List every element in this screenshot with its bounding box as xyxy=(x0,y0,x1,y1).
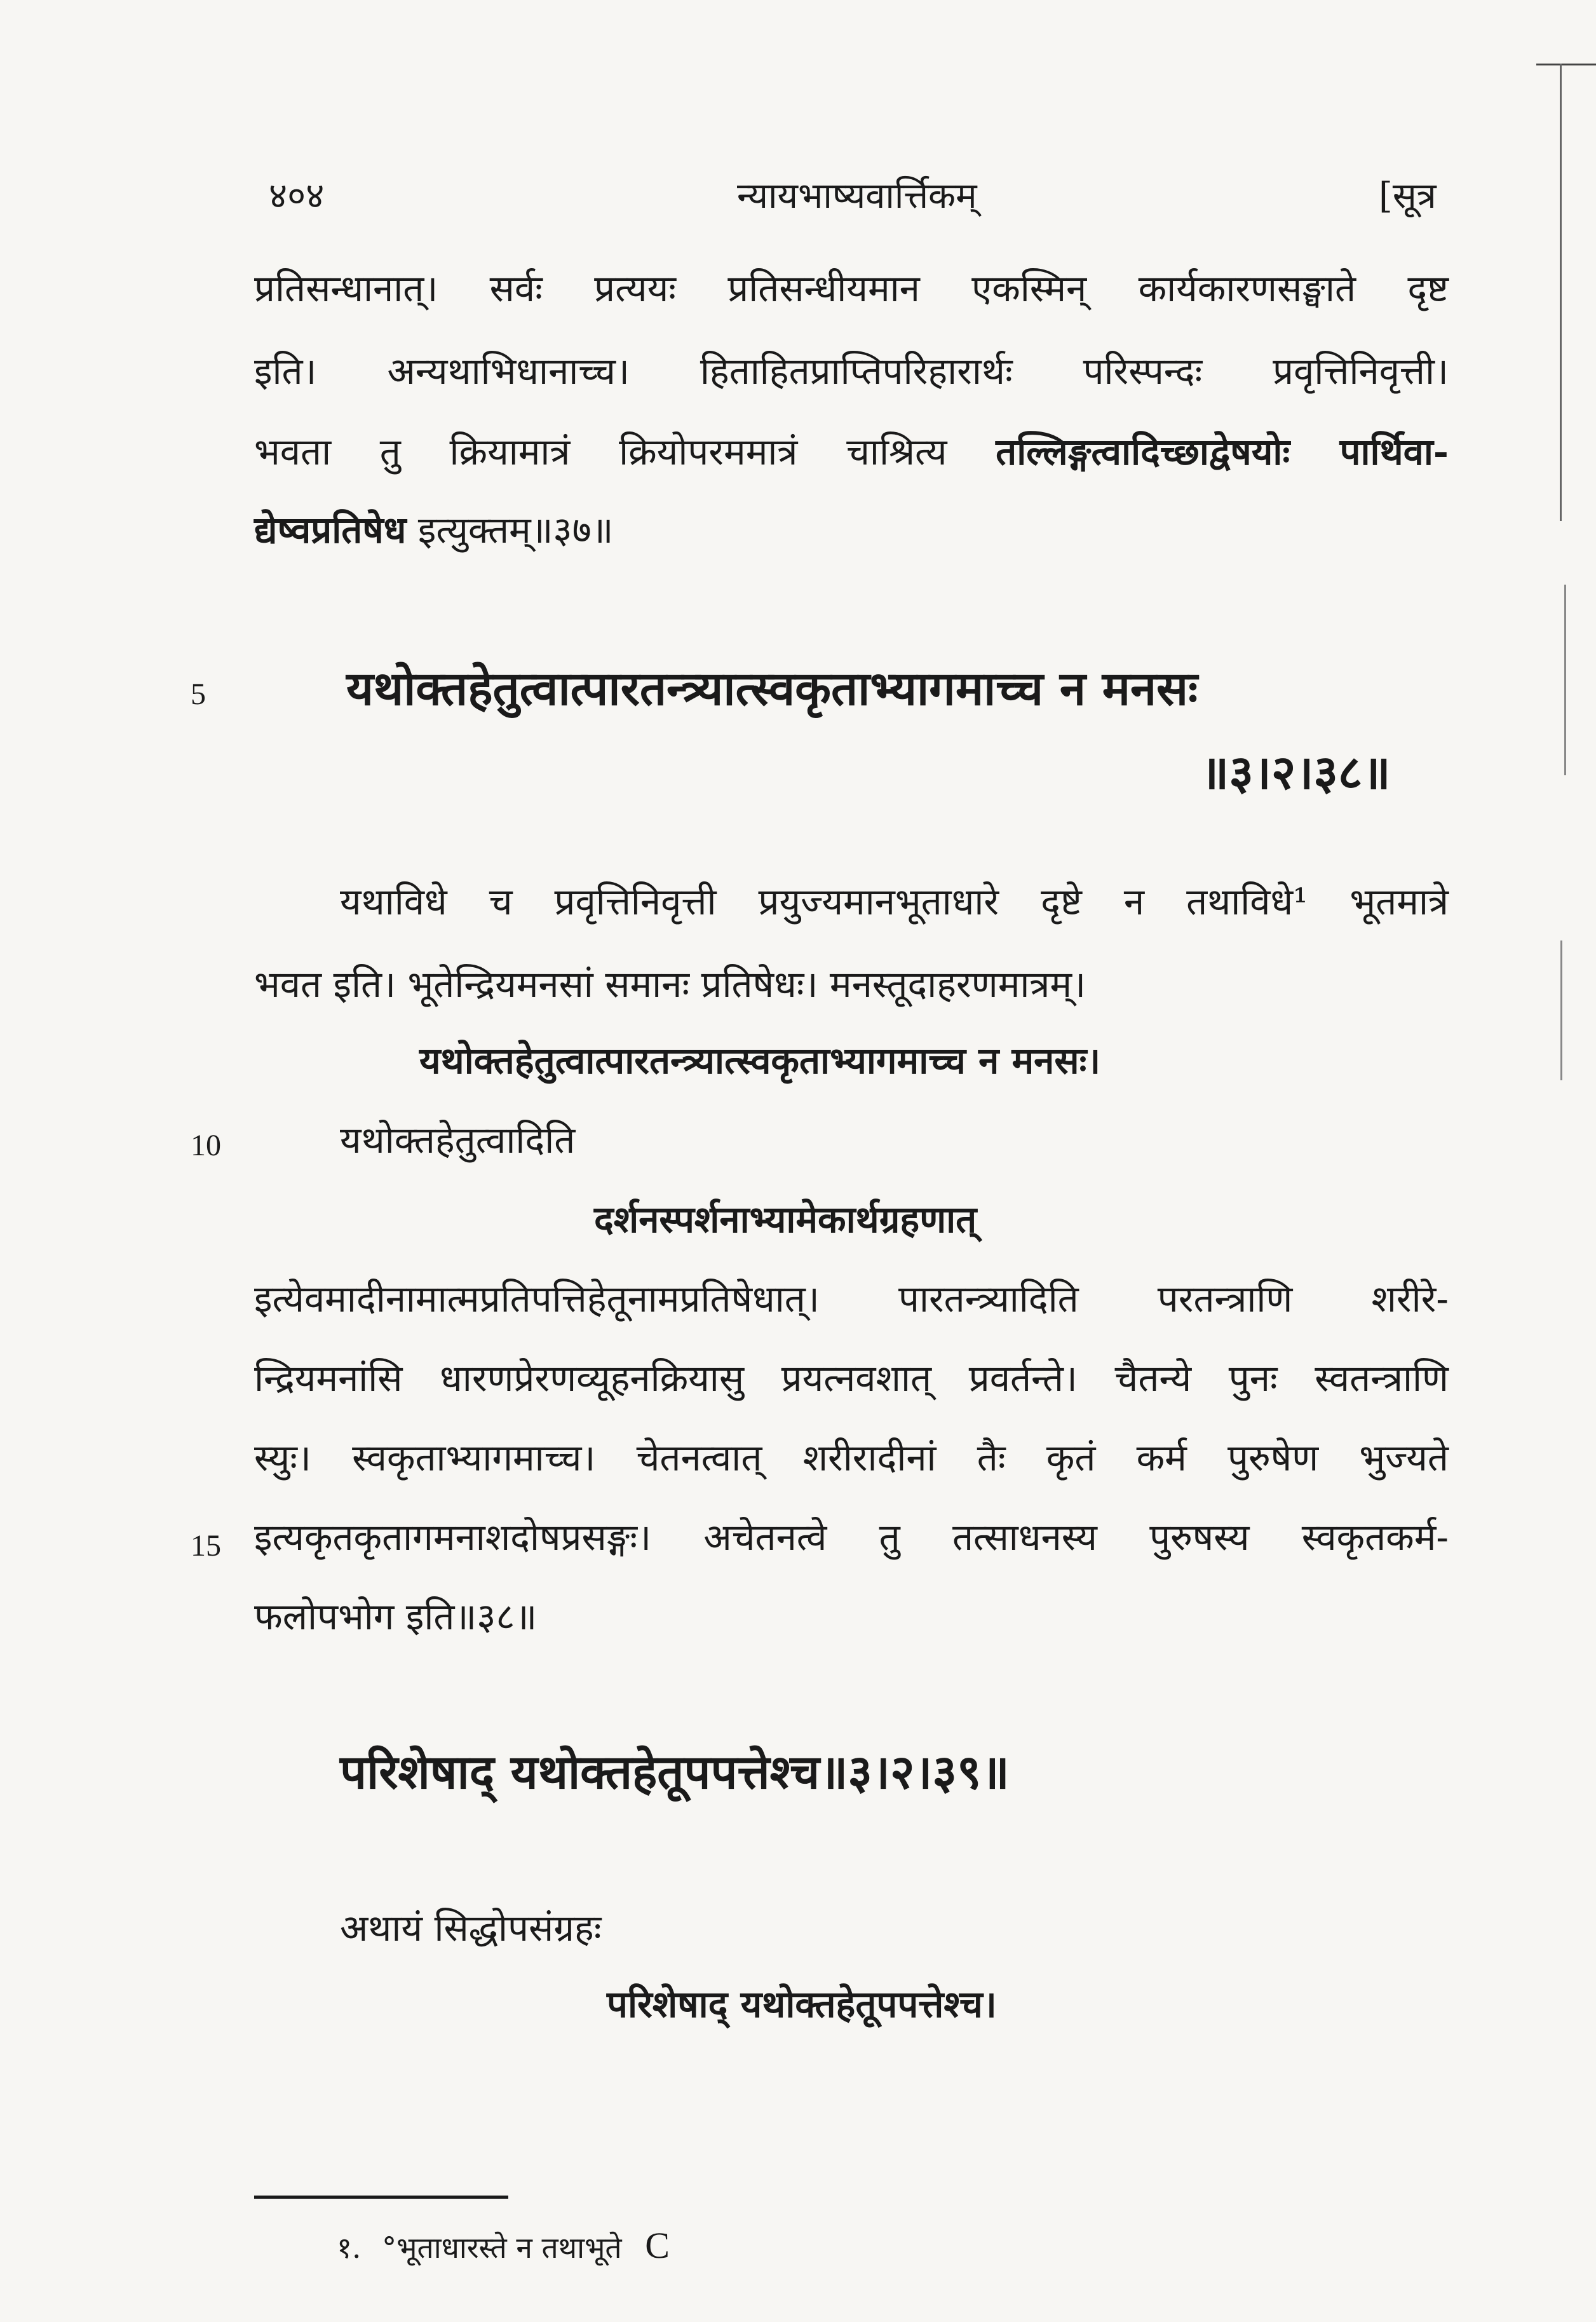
footnote-rule xyxy=(254,2196,508,2199)
text-line xyxy=(254,430,1449,473)
sutra-repeat: यथोक्तहेतुत्वात्पारतन्त्र्यात्स्वकृताभ्यागमाच्च न मनसः। xyxy=(419,1039,1101,1082)
line-number: 5 xyxy=(191,677,206,711)
text-fragment: भवता तु क्रियामात्रं क्रियोपरममात्रं चाश्रित्य xyxy=(254,430,996,473)
line-number: 10 xyxy=(191,1129,221,1162)
edge-mark xyxy=(1564,585,1566,775)
footnote-number: १. xyxy=(337,2230,362,2265)
edge-mark xyxy=(1536,64,1596,65)
text-line: भवत इति। भूतेन्द्रियमनसां समानः प्रतिषेधः। मनस्तूदाहरणमात्रम्। xyxy=(254,963,1086,1006)
section-mark: [सूत्र xyxy=(1379,175,1437,217)
sutra-heading: परिशेषाद् यथोक्तहेतूपपत्तेश्च॥३।२।३९॥ xyxy=(340,1745,1010,1800)
sutra-quote: तल्लिङ्गत्वादिच्छाद्वेषयोः पार्थिवा- xyxy=(996,430,1449,473)
edge-mark xyxy=(1560,940,1562,1080)
quoted-sutra: दर्शनस्पर्शनाभ्यामेकार्थग्रहणात् xyxy=(594,1198,977,1241)
running-title: न्यायभाष्यवार्त्तिकम् xyxy=(737,175,977,217)
sutra-number: ॥३।२।३८॥ xyxy=(1201,745,1391,800)
text-line: इत्येवमादीनामात्मप्रतिपत्तिहेतूनामप्रतिषेधात्। पारतन्त्र्यादिति परतन्त्राणि शरीरे- xyxy=(254,1277,1449,1321)
sutra-heading: यथोक्तहेतुत्वात्पारतन्त्र्यात्स्वकृताभ्यागमाच्च न मनसः xyxy=(346,662,1198,716)
text-line: अथायं सिद्धोपसंग्रहः xyxy=(340,1906,602,1950)
text-line: यथोक्तहेतुत्वादिति xyxy=(340,1118,576,1162)
text-line: इत्यकृतकृतागमनाशदोषप्रसङ्गः। अचेतनत्वे तु तत्साधनस्य पुरुषस्य स्वकृतकर्म- xyxy=(254,1516,1449,1559)
text-line: न्द्रियमनांसि धारणप्रेरणव्यूहनक्रियासु प्रयत्नवशात् प्रवर्तन्ते। चैतन्ये पुनः स्वतन्त्राणि xyxy=(254,1357,1449,1400)
page-number: ४०४ xyxy=(269,175,325,217)
line-number: 15 xyxy=(191,1529,221,1563)
text-line xyxy=(254,508,614,552)
text-line: फलोपभोग इति॥३८॥ xyxy=(254,1595,538,1638)
footnote xyxy=(337,2224,670,2267)
text-line: स्युः। स्वकृताभ्यागमाच्च। चेतनत्वात् शरीरादीनां तैः कृतं कर्म पुरुषेण भुज्यते xyxy=(254,1436,1449,1479)
footnote-text: °भूताधारस्ते न तथाभूते xyxy=(382,2230,622,2265)
edge-mark xyxy=(1560,64,1562,521)
text-line: प्रतिसन्धानात्। सर्वः प्रत्ययः प्रतिसन्धीयमान एकस्मिन् कार्यकारणसङ्घाते दृष्ट xyxy=(254,267,1449,310)
text-line: इति। अन्यथाभिधानाच्च। हिताहितप्राप्तिपरिहारार्थः परिस्पन्दः प्रवृत्तिनिवृत्ती। xyxy=(254,350,1449,393)
sutra-repeat: परिशेषाद् यथोक्तहेतूपपत्तेश्च। xyxy=(607,1983,997,2026)
footnote-siglum: C xyxy=(645,2225,670,2266)
text-fragment: इत्युक्तम्॥३७॥ xyxy=(406,508,614,552)
text-line: यथाविधे च प्रवृत्तिनिवृत्ती प्रयुज्यमानभूताधारे दृष्टे न तथाविधे¹ भूतमात्रे xyxy=(340,880,1449,923)
sutra-quote: द्येष्वप्रतिषेध xyxy=(254,508,407,552)
